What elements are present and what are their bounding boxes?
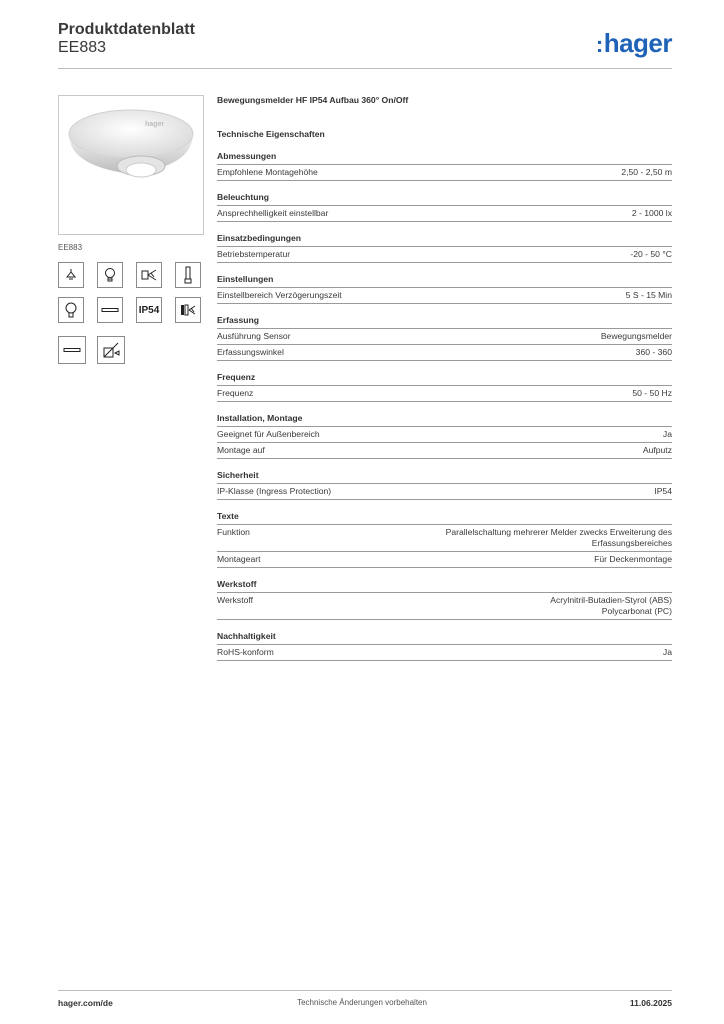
spec-row — [217, 288, 672, 304]
section-title: Frequenz — [217, 372, 672, 386]
section-title: Einsatzbedingungen — [217, 233, 672, 247]
ballast-icon — [97, 336, 125, 364]
product-image-caption: EE883 — [58, 243, 83, 252]
halogen-transformer-icon — [136, 262, 162, 288]
spec-label: Montageart — [217, 554, 261, 564]
incandescent-bulb-icon — [97, 262, 123, 288]
spec-label: Erfassungswinkel — [217, 347, 284, 357]
spec-label: Frequenz — [217, 388, 254, 398]
spec-label: Empfohlene Montagehöhe — [217, 167, 318, 177]
spec-section — [217, 233, 672, 263]
spec-row — [217, 525, 672, 552]
section-title: Abmessungen — [217, 151, 672, 165]
spec-row — [217, 645, 672, 661]
product-title: Bewegungsmelder HF IP54 Aufbau 360° On/Off — [217, 95, 409, 105]
dimmable-led-icon — [175, 297, 201, 323]
section-title: Erfassung — [217, 315, 672, 329]
spec-section — [217, 470, 672, 500]
section-title: Texte — [217, 511, 672, 525]
spec-row — [217, 552, 672, 568]
section-title: Werkstoff — [217, 579, 672, 593]
spec-row — [217, 427, 672, 443]
spec-section — [217, 579, 672, 620]
spec-sheet — [217, 95, 672, 672]
spec-value: 2,50 - 2,50 m — [621, 167, 672, 177]
spec-row — [217, 329, 672, 345]
section-title: Installation, Montage — [217, 413, 672, 427]
spec-row — [217, 165, 672, 181]
spec-row — [217, 593, 672, 620]
spec-row — [217, 386, 672, 402]
spec-section — [217, 413, 672, 459]
spec-label: RoHS-konform — [217, 647, 274, 657]
footer-divider — [58, 990, 672, 991]
spec-section — [217, 274, 672, 304]
section-title: Einstellungen — [217, 274, 672, 288]
fluorescent-tube-vertical-icon — [175, 262, 201, 288]
spec-value: IP54 — [654, 486, 672, 496]
footer-website: hager.com/de — [58, 998, 113, 1008]
spec-label: IP-Klasse (Ingress Protection) — [217, 486, 332, 496]
spec-section — [217, 192, 672, 222]
spec-label: Einstellbereich Verzögerungszeit — [217, 290, 342, 300]
section-title: Sicherheit — [217, 470, 672, 484]
spec-value: 50 - 50 Hz — [632, 388, 672, 398]
spec-row — [217, 345, 672, 361]
page-title: Produktdatenblatt — [58, 21, 195, 38]
spec-section — [217, 511, 672, 568]
product-image — [58, 95, 204, 235]
spec-label: Werkstoff — [217, 595, 253, 605]
product-code: EE883 — [58, 39, 107, 56]
spec-value: 2 - 1000 lx — [631, 208, 672, 218]
spec-label: Geeignet für Außenbereich — [217, 429, 320, 439]
spec-value: Ja — [662, 647, 672, 657]
spec-sections — [217, 151, 672, 661]
spec-value: 360 - 360 — [635, 347, 672, 357]
spec-label: Montage auf — [217, 445, 265, 455]
ip54-label: IP54 — [136, 297, 162, 323]
spec-label: Betriebstemperatur — [217, 249, 291, 259]
spec-label: Funktion — [217, 527, 250, 537]
spec-row — [217, 247, 672, 263]
spec-section — [217, 631, 672, 661]
spec-value: Acrylnitril-Butadien-Styrol (ABS) Polycarbonat (PC) — [550, 595, 672, 616]
spec-value: -20 - 50 °C — [630, 249, 672, 259]
section-title: Beleuchtung — [217, 192, 672, 206]
svg-text:hager: hager — [145, 121, 165, 128]
spec-row — [217, 206, 672, 222]
spec-value: Für Deckenmontage — [594, 554, 672, 564]
spec-row — [217, 443, 672, 459]
fluorescent-tube-horizontal-icon — [97, 297, 123, 323]
spec-label: Ansprechhelligkeit einstellbar — [217, 208, 329, 218]
spec-row — [217, 484, 672, 500]
spec-label: Ausführung Sensor — [217, 331, 291, 341]
spec-value: Aufputz — [642, 445, 672, 455]
ceiling-lamp-icon — [58, 262, 84, 288]
tube-lamp-icon — [58, 336, 86, 364]
hager-logo: :hager — [595, 28, 672, 58]
light-bulb-icon — [58, 297, 84, 323]
footer-date: 11.06.2025 — [629, 998, 672, 1008]
spec-section — [217, 372, 672, 402]
spec-section — [217, 151, 672, 181]
spec-section — [217, 315, 672, 361]
spec-value: Ja — [662, 429, 672, 439]
section-title: Nachhaltigkeit — [217, 631, 672, 645]
technical-heading: Technische Eigenschaften — [217, 129, 325, 139]
spec-value: 5 S - 15 Min — [625, 290, 672, 300]
header-divider — [58, 68, 672, 69]
spec-value: Parallelschaltung mehrerer Melder zwecks Erweiterung des Erfassungsbereiches — [445, 527, 672, 548]
footer-note: Technische Änderungen vorbehalten — [297, 998, 427, 1007]
spec-value: Bewegungsmelder — [600, 331, 672, 341]
